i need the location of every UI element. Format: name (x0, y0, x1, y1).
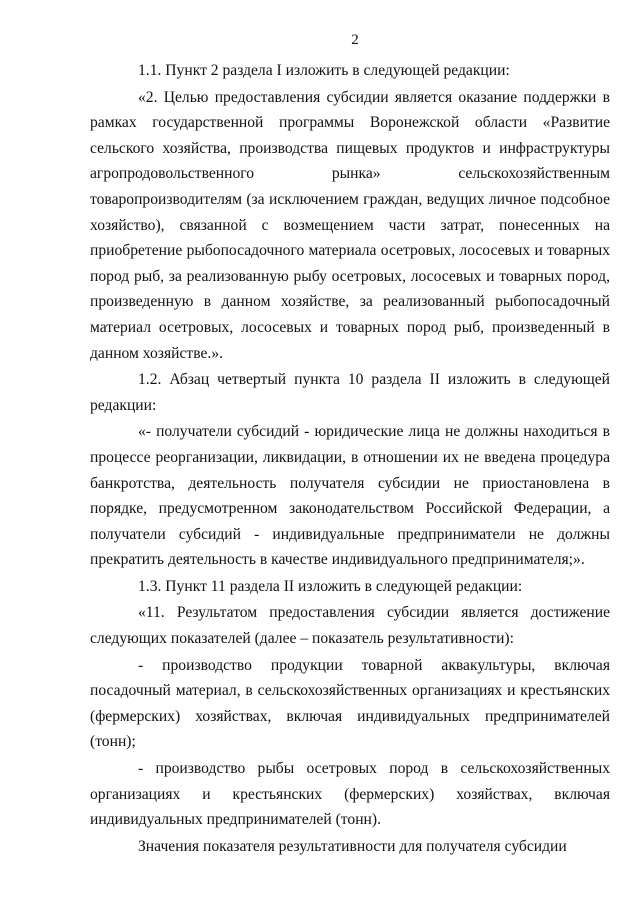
paragraph-purpose: «2. Целью предоставления субсидии является оказание поддержки в рамках государственной программы Воронежской области «Развитие сельского хозяйства, производства пищевых продуктов и инфраструктуры агропродовольственного рынка» сельскохозяйственным товаропроизводителям (за исключением граждан, ведущих личное подсобное хозяйство), связанной с возмещением части затрат, понесенных на приобретение рыбопосадочного материала осетровых, лососевых и товарных пород рыб, за реализованную рыбу осетровых, лососевых и товарных пород, произведенную в данном хозяйстве, за реализованный рыбопосадочный материал осетровых, лососевых и товарных пород рыб, произведенный в данном хозяйстве.». (90, 88, 610, 362)
paragraph-1-3: 1.3. Пункт 11 раздела II изложить в следующей редакции: (138, 577, 523, 595)
page-number: 2 (351, 32, 359, 48)
paragraph-indicator-aquaculture: - производство продукции товарной аквакультуры, включая посадочный материал, в сельскохозяйственных организациях и крестьянских (фермерских) хозяйствах, включая индивидуальных предпринимателей (тонн); (90, 656, 610, 751)
paragraph-1-2: 1.2. Абзац четвертый пункта 10 раздела II изложить в следующей редакции: (90, 371, 610, 414)
paragraph-indicator-sturgeon: - производство рыбы осетровых пород в сельскохозяйственных организациях и крестьянских (фермерских) хозяйствах, включая индивидуальных предпринимателей (тонн). (90, 760, 610, 829)
paragraph-values: Значения показателя результативности для получателя субсидии (138, 837, 567, 855)
paragraph-1-1: 1.1. Пункт 2 раздела I изложить в следующей редакции: (138, 62, 510, 79)
paragraph-recipients: «- получатели субсидий - юридические лица не должны находиться в процессе реорганизации, ликвидации, в отношении их не введена процедура банкротства, деятельность получателя субсидии не приостановлена в порядке, предусмотренном законодательством Российской Федерации, а получатели субсидий - индивидуальные предприниматели не должны прекратить деятельность в качестве индивидуального предпринимателя;». (90, 423, 610, 569)
paragraph-result: «11. Результатом предоставления субсидии является достижение следующих показателей (далее – показатель результативности): (90, 604, 610, 648)
